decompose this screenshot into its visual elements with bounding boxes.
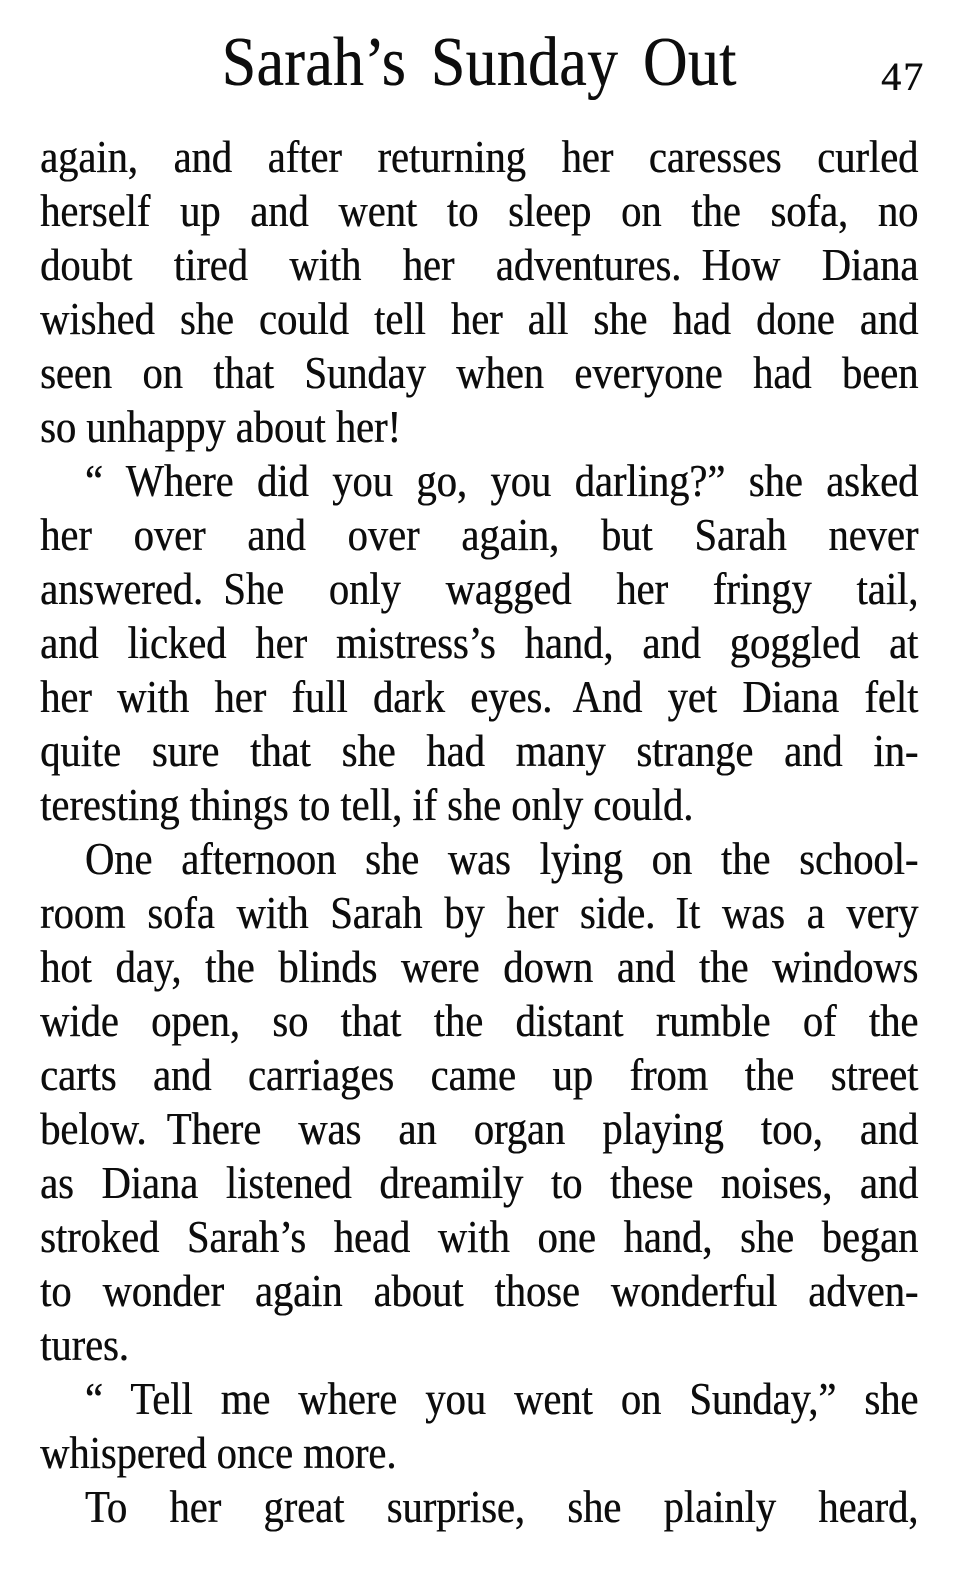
text-line: seen on that Sunday when everyone had been [40,347,919,398]
text-line: answered. She only wagged her fringy tail, [40,563,919,614]
page-number: 47 [881,54,925,99]
text-line: again, and after returning her caresses curled [40,131,919,182]
text-line: as Diana listened dreamily to these noises, and [40,1157,919,1208]
text-line: whispered once more. [40,1427,397,1478]
body-text [40,130,918,1534]
running-title: Sarah’s Sunday Out [221,24,737,101]
text-line: hot day, the blinds were down and the windows [40,941,919,992]
text-line: wished she could tell her all she had done and [40,293,919,344]
text-line: doubt tired with her adventures. How Diana [40,239,919,290]
text-line: One afternoon she was lying on the school- [84,833,919,884]
text-line: so unhappy about her! [40,401,401,452]
text-line: teresting things to tell, if she only could. [40,779,694,830]
text-line: to wonder again about those wonderful adven- [40,1265,919,1316]
text-line: stroked Sarah’s head with one hand, she began [40,1211,919,1262]
text-line: herself up and went to sleep on the sofa, no [40,185,919,236]
text-line: room sofa with Sarah by her side. It was a very [40,887,919,938]
text-line: To her great surprise, she plainly heard, [84,1481,919,1532]
text-line: “ Tell me where you went on Sunday,” she [84,1373,919,1424]
text-line: her with her full dark eyes. And yet Diana felt [40,671,919,722]
text-column [40,25,918,1534]
text-line: and licked her mistress’s hand, and goggled at [40,617,919,668]
text-line: below. There was an organ playing too, and [40,1103,919,1154]
text-line: quite sure that she had many strange and in- [40,725,919,776]
text-line: wide open, so that the distant rumble of the [40,995,919,1046]
text-line: her over and over again, but Sarah never [40,509,919,560]
text-line: tures. [40,1319,129,1370]
text-line: “ Where did you go, you darling?” she asked [84,455,919,506]
text-line: carts and carriages came up from the street [40,1049,919,1100]
